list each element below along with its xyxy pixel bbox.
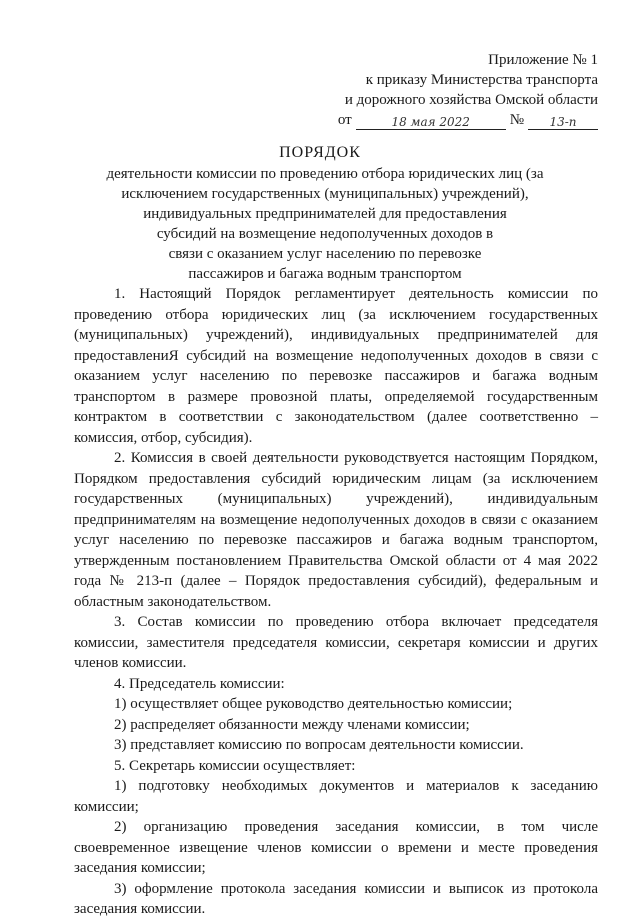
appendix-date-number xyxy=(338,110,598,130)
paragraph-5-2: 2) организацию проведения заседания комиссии, в том числе своевременное извещение членов комиссии о времени и месте проведения заседания комиссии; xyxy=(74,819,598,876)
document-subtitle xyxy=(90,164,560,284)
subtitle-line: индивидуальных предпринимателей для предоставления xyxy=(143,206,507,222)
paragraph-1: 1. Настоящий Порядок регламентирует деятельность комиссии по проведению отбора юридических лиц (за исключением государственных (муниципальных) учреждений), индивидуальных предпринимателей для предоставлениЯ субсидий на возмещение недополученных доходов в связи с оказанием услуг населению по перевозке пассажиров и багажа водным транспортом в размере провозной платы, определяемой государственным контрактом в соответствии с законодательством (далее соответственно – комиссия, отбор, субсидия). xyxy=(74,286,598,446)
appendix-header xyxy=(338,50,598,130)
document-body xyxy=(74,284,598,920)
paragraph-4: 4. Председатель комиссии: xyxy=(114,675,285,692)
subtitle-line: деятельности комиссии по проведению отбора юридических лиц (за xyxy=(106,166,544,182)
subtitle-line: пассажиров и багажа водным транспортом xyxy=(188,266,462,282)
handwritten-date: 18 мая 2022 xyxy=(356,115,506,130)
paragraph-3: 3. Состав комиссии по проведению отбора включает председателя комиссии, заместителя председателя комиссии, секретаря комиссии и других членов комиссии. xyxy=(74,614,598,671)
paragraph-4-1: 1) осуществляет общее руководство деятельностью комиссии; xyxy=(114,696,513,712)
paragraph-5: 5. Секретарь комиссии осуществляет: xyxy=(114,757,356,774)
date-prefix: от xyxy=(337,112,352,128)
appendix-order-ref: к приказу Министерства транспорта xyxy=(365,72,598,88)
appendix-ministry: и дорожного хозяйства Омской области xyxy=(344,92,598,108)
paragraph-2: 2. Комиссия в своей деятельности руководствуется настоящим Порядком, Порядком предоставления субсидий юридическим лицам (за исключением государственных (муниципальных) учреждений), индивидуальным предпринимателям на возмещение недополученных доходов в связи с оказанием услуг населению по перевозке пассажиров и багажа водным транспортом, утвержденным постановлением Правительства Омской области от 4 мая 2022 года № 213-п (далее – Порядок предоставления субсидий), федеральным и областным законодательством. xyxy=(74,450,598,610)
subtitle-line: связи с оказанием услуг населению по перевозке xyxy=(168,246,482,262)
paragraph-4-2: 2) распределяет обязанности между членами комиссии; xyxy=(114,716,470,733)
paragraph-5-3: 3) оформление протокола заседания комиссии и выписок из протокола заседания комиссии. xyxy=(74,880,598,917)
subtitle-line: исключением государственных (муниципальных) учреждений), xyxy=(121,186,529,202)
handwritten-number: 13-п xyxy=(528,115,598,130)
number-prefix: № xyxy=(509,112,524,128)
document-title: ПОРЯДОК xyxy=(279,144,361,161)
paragraph-4-3: 3) представляет комиссию по вопросам деятельности комиссии. xyxy=(114,737,524,753)
paragraph-5-1: 1) подготовку необходимых документов и материалов к заседанию комиссии; xyxy=(74,778,598,815)
appendix-title: Приложение № 1 xyxy=(488,52,598,68)
subtitle-line: субсидий на возмещение недополученных доходов в xyxy=(156,226,494,242)
